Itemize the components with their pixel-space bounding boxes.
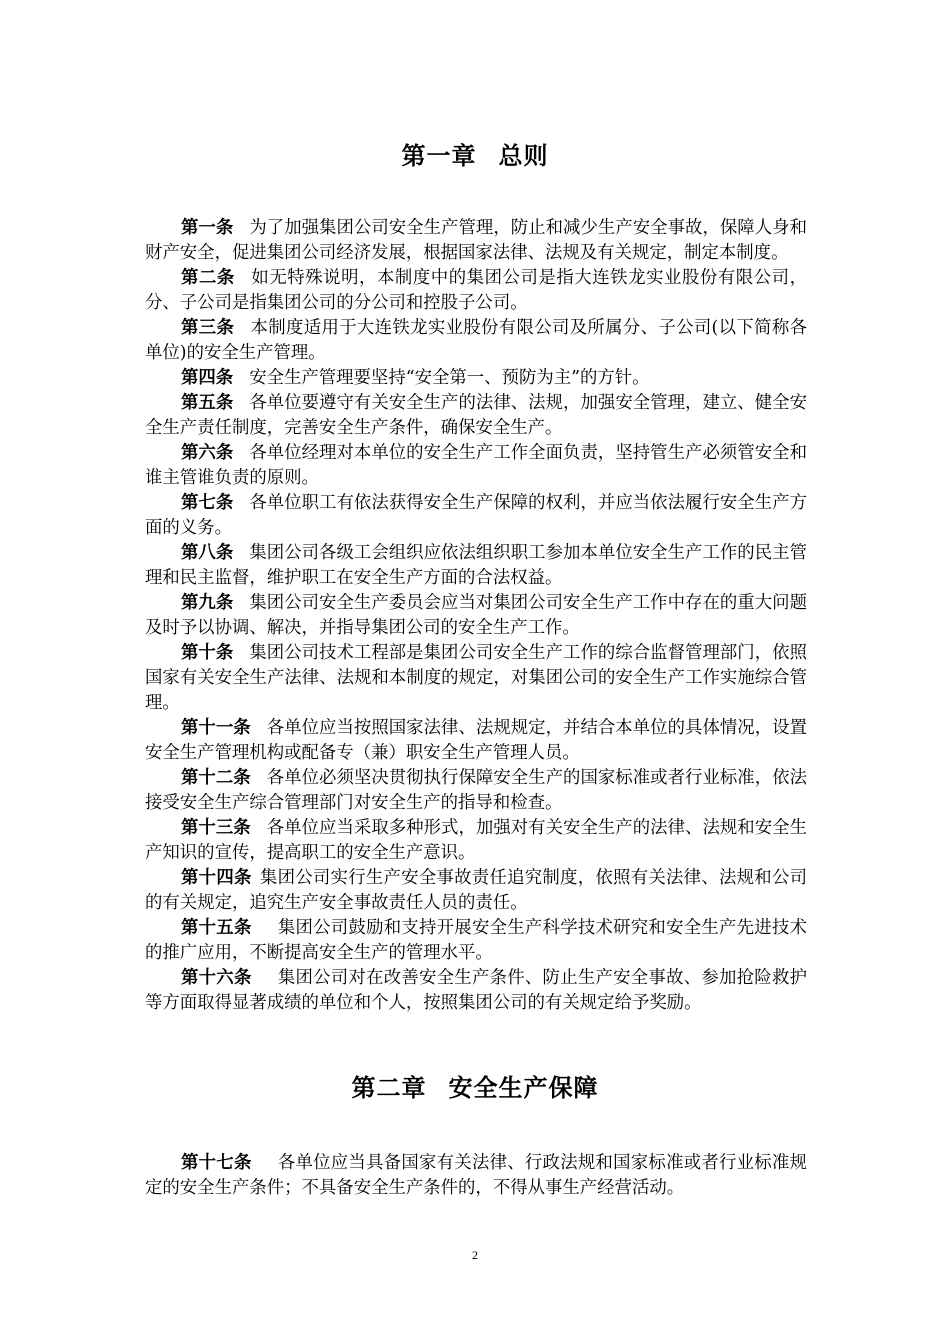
chapter-2-label: 第二章 — [351, 1074, 427, 1102]
article-9 — [145, 591, 807, 641]
chapter-1-heading — [0, 136, 950, 171]
article-3-text: 本制度适用于大连铁龙实业股份有限公司及所属分、子公司(以下简称各单位)的安全生产管理。 — [145, 318, 807, 363]
article-6-text: 各单位经理对本单位的安全生产工作全面负责，坚持管生产必须管安全和谁主管谁负责的原则。 — [145, 443, 807, 488]
article-13 — [145, 816, 807, 866]
article-4-number: 第四条 — [181, 368, 234, 388]
article-3 — [145, 316, 807, 366]
article-3-number: 第三条 — [181, 318, 235, 338]
article-9-text: 集团公司安全生产委员会应当对集团公司安全生产工作中存在的重大问题及时予以协调、解决，并指导集团公司的安全生产工作。 — [145, 593, 807, 638]
article-7-text: 各单位职工有依法获得安全生产保障的权利，并应当依法履行安全生产方面的义务。 — [145, 493, 807, 538]
article-2 — [145, 266, 807, 316]
chapter-2-body — [145, 1151, 807, 1201]
article-8 — [145, 541, 807, 591]
article-14-number: 第十四条 — [181, 868, 252, 888]
article-12-number: 第十二条 — [181, 768, 251, 788]
article-10 — [145, 641, 807, 716]
article-16 — [145, 966, 807, 1016]
article-14 — [145, 866, 807, 916]
article-13-text: 各单位应当采取多种形式，加强对有关安全生产的法律、法规和安全生产知识的宣传，提高职工的安全生产意识。 — [145, 818, 807, 863]
article-10-text: 集团公司技术工程部是集团公司安全生产工作的综合监督管理部门，依照国家有关安全生产法律、法规和本制度的规定，对集团公司的安全生产工作实施综合管理。 — [145, 643, 807, 713]
article-8-text: 集团公司各级工会组织应依法组织职工参加本单位安全生产工作的民主管理和民主监督，维护职工在安全生产方面的合法权益。 — [145, 543, 807, 588]
article-2-number: 第二条 — [181, 268, 235, 288]
article-2-text: 如无特殊说明，本制度中的集团公司是指大连铁龙实业股份有限公司，分、子公司是指集团公司的分公司和控股子公司。 — [145, 268, 807, 313]
chapter-2-heading — [0, 1068, 950, 1103]
article-1 — [145, 216, 807, 266]
article-6 — [145, 441, 807, 491]
article-11-number: 第十一条 — [181, 718, 251, 738]
article-5 — [145, 391, 807, 441]
article-17 — [145, 1151, 807, 1201]
article-15-text: 集团公司鼓励和支持开展安全生产科学技术研究和安全生产先进技术的推广应用，不断提高安全生产的管理水平。 — [145, 918, 807, 963]
article-4-text: 安全生产管理要坚持“安全第一、预防为主”的方针。 — [249, 368, 650, 388]
chapter-2-title: 安全生产保障 — [448, 1074, 599, 1102]
article-15 — [145, 916, 807, 966]
article-11-text: 各单位应当按照国家法律、法规规定，并结合本单位的具体情况，设置安全生产管理机构或配备专（兼）职安全生产管理人员。 — [145, 718, 807, 763]
article-17-number: 第十七条 — [181, 1153, 252, 1173]
article-1-text: 为了加强集团公司安全生产管理，防止和减少生产安全事故，保障人身和财产安全，促进集团公司经济发展，根据国家法律、法规及有关规定，制定本制度。 — [145, 218, 807, 263]
article-1-number: 第一条 — [181, 218, 234, 238]
article-15-number: 第十五条 — [181, 918, 252, 938]
article-13-number: 第十三条 — [181, 818, 251, 838]
chapter-1-label: 第一章 — [401, 142, 477, 170]
article-5-text: 各单位要遵守有关安全生产的法律、法规，加强安全管理，建立、健全安全生产责任制度，完善安全生产条件，确保安全生产。 — [145, 393, 807, 438]
article-9-number: 第九条 — [181, 593, 234, 613]
article-5-number: 第五条 — [181, 393, 234, 413]
article-17-text: 各单位应当具备国家有关法律、行政法规和国家标准或者行业标准规定的安全生产条件；不具备安全生产条件的，不得从事生产经营活动。 — [145, 1153, 807, 1198]
article-7 — [145, 491, 807, 541]
article-14-text: 集团公司实行生产安全事故责任追究制度，依照有关法律、法规和公司的有关规定，追究生产安全事故责任人员的责任。 — [145, 868, 807, 913]
article-12-text: 各单位必须坚决贯彻执行保障安全生产的国家标准或者行业标准，依法接受安全生产综合管理部门对安全生产的指导和检查。 — [145, 768, 807, 813]
article-11 — [145, 716, 807, 766]
article-8-number: 第八条 — [181, 543, 234, 563]
page-number: 2 — [472, 1248, 478, 1262]
article-12 — [145, 766, 807, 816]
article-7-number: 第七条 — [181, 493, 234, 513]
chapter-1-title: 总则 — [498, 142, 549, 170]
article-6-number: 第六条 — [181, 443, 234, 463]
article-4 — [145, 366, 807, 391]
article-16-number: 第十六条 — [181, 968, 252, 988]
article-16-text: 集团公司对在改善安全生产条件、防止生产安全事故、参加抢险救护等方面取得显著成绩的单位和个人，按照集团公司的有关规定给予奖励。 — [145, 968, 807, 1013]
chapter-1-body — [145, 216, 807, 1016]
article-10-number: 第十条 — [181, 643, 234, 663]
